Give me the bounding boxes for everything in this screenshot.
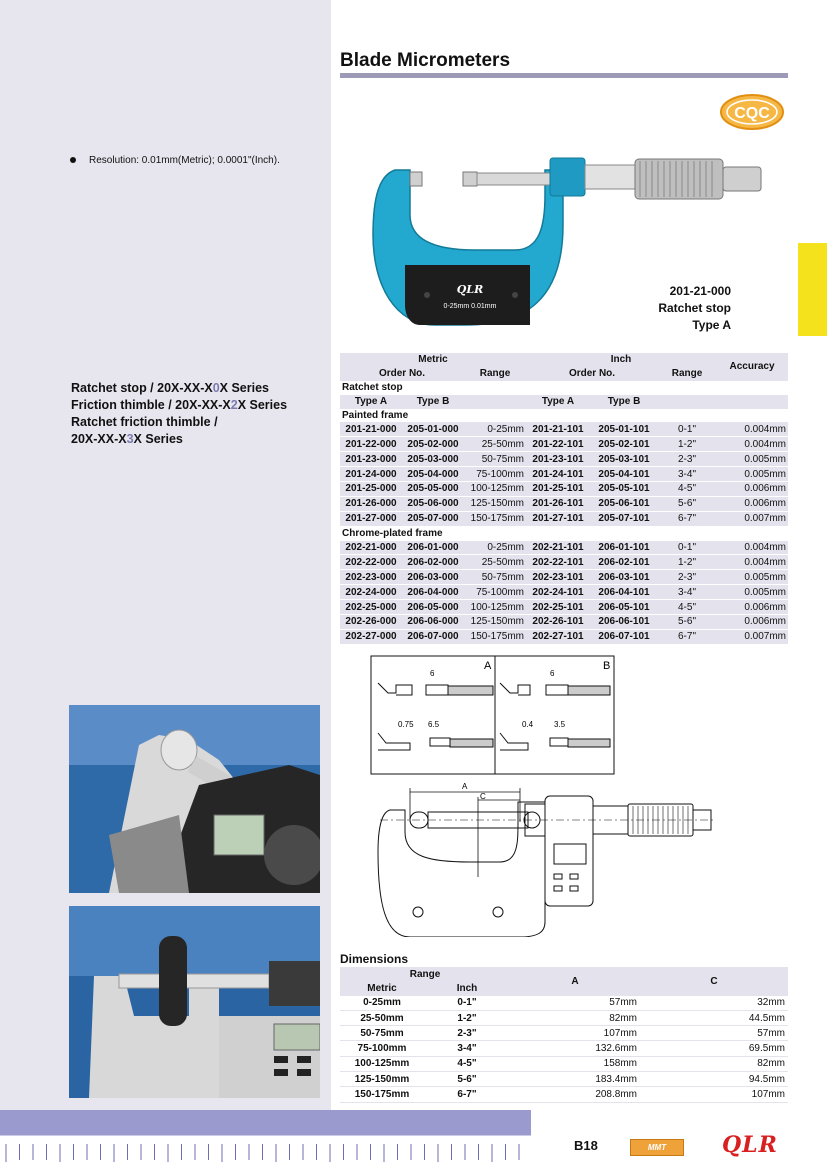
cell-a: 202-23-000 [340,570,402,585]
table-row [340,585,788,600]
product-caption [658,283,731,334]
dims-row [340,1087,788,1102]
mmt-badge: MMT [630,1139,684,1156]
cell-range: 100-125mm [464,600,526,615]
dims-row [340,1010,788,1025]
dims-cell-inch: 3-4" [424,1041,510,1056]
header-inch-order-no: Order No. [526,367,658,381]
series-ratchet-friction: Ratchet friction thimble / [71,415,218,429]
section-ratchet-stop: Ratchet stop [342,382,403,394]
dim-label-c: C [480,792,486,801]
a-top-dim: 6 [430,669,435,678]
header-inch-type-a: Type A [526,395,590,409]
dims-cell-c: 44.5mm [640,1010,788,1025]
cell-a: 202-22-000 [340,555,402,570]
table-row [340,555,788,570]
cell-a: 201-26-000 [340,496,402,511]
resolution-text: Resolution: 0.01mm(Metric); 0.0001"(Inch). [89,155,280,166]
cell-acc: 0.006mm [716,600,788,615]
cell-b: 205-06-000 [402,496,464,511]
cell-ia: 201-21-101 [526,422,590,436]
cell-a: 201-25-000 [340,482,402,497]
b-right-dim: 3.5 [554,720,566,729]
cell-ib: 205-03-101 [590,452,658,467]
cell-irange: 3-4" [658,585,716,600]
table-row [340,437,788,452]
b-top-dim: 6 [550,669,555,678]
cell-a: 202-27-000 [340,629,402,644]
header-type-a: Type A [340,395,402,409]
dims-cell-c: 94.5mm [640,1072,788,1087]
cell-a: 201-27-000 [340,511,402,526]
caption-ratchet: Ratchet stop [658,301,731,315]
cell-range: 150-175mm [464,511,526,526]
b-left-dim: 0.4 [522,720,534,729]
cell-b: 205-05-000 [402,482,464,497]
cell-ia: 201-26-101 [526,496,590,511]
cell-b: 205-03-000 [402,452,464,467]
cell-acc: 0.004mm [716,541,788,555]
title-underline [340,73,788,78]
header-metric: Metric [340,353,526,367]
cell-a: 201-23-000 [340,452,402,467]
cqc-logo [719,93,785,131]
footer-ruler [0,1110,531,1169]
order-table [340,353,788,645]
cell-irange: 3-4" [658,467,716,482]
cell-range: 50-75mm [464,452,526,467]
table-row [340,511,788,526]
cell-ia: 201-23-101 [526,452,590,467]
dimensions-table [340,967,788,1103]
nameplate-spec: 0-25mm 0.01mm [443,303,497,310]
cell-b: 205-01-000 [402,422,464,436]
cell-irange: 2-3" [658,452,716,467]
dims-cell-inch: 2-3" [424,1026,510,1041]
cell-range: 100-125mm [464,482,526,497]
dims-cell-c: 69.5mm [640,1041,788,1056]
cell-range: 25-50mm [464,437,526,452]
cell-ib: 205-07-101 [590,511,658,526]
diagram-label-a: A [484,660,492,672]
section-chrome-frame: Chrome-plated frame [342,528,443,540]
cell-ib: 206-05-101 [590,600,658,615]
dims-cell-a: 57mm [510,996,640,1011]
dims-header-inch: Inch [424,981,510,995]
cell-ia: 201-25-101 [526,482,590,497]
cell-b: 206-03-000 [402,570,464,585]
series-friction: Friction thimble / 20X-XX-X2X Series [71,398,288,412]
cell-ib: 206-07-101 [590,629,658,644]
cell-a: 202-24-000 [340,585,402,600]
cell-a: 201-22-000 [340,437,402,452]
cell-ia: 201-27-101 [526,511,590,526]
cell-ib: 205-02-101 [590,437,658,452]
table-row [340,452,788,467]
page-title: Blade Micrometers [340,50,511,71]
dims-cell-c: 32mm [640,996,788,1011]
dims-cell-a: 183.4mm [510,1072,640,1087]
cell-irange: 6-7" [658,511,716,526]
caption-type: Type A [692,318,731,332]
application-photo-2 [69,906,320,1098]
cell-b: 206-06-000 [402,615,464,630]
qlr-logo: QLR [722,1132,778,1158]
cell-acc: 0.004mm [716,555,788,570]
dims-cell-metric: 25-50mm [340,1010,424,1025]
dims-header-c: C [640,967,788,996]
dims-row [340,1026,788,1041]
nameplate-brand: QLR [456,283,484,296]
dims-cell-c: 107mm [640,1087,788,1102]
dims-row [340,1041,788,1056]
cell-acc: 0.006mm [716,482,788,497]
header-inch-type-b: Type B [590,395,658,409]
cell-acc: 0.005mm [716,452,788,467]
a-left-dim: 0.75 [398,720,414,729]
cell-b: 206-04-000 [402,585,464,600]
cell-irange: 5-6" [658,496,716,511]
series-ratchet: Ratchet stop / 20X-XX-X0X Series [71,381,269,395]
cell-ib: 205-05-101 [590,482,658,497]
table-row [340,615,788,630]
cell-ia: 202-27-101 [526,629,590,644]
cell-irange: 6-7" [658,629,716,644]
cell-ib: 206-06-101 [590,615,658,630]
dims-cell-c: 57mm [640,1026,788,1041]
cell-ia: 202-25-101 [526,600,590,615]
cell-range: 0-25mm [464,422,526,436]
dims-cell-a: 82mm [510,1010,640,1025]
cqc-logo-text: CQC [734,105,770,122]
header-metric-order-no: Order No. [340,367,464,381]
cell-irange: 0-1" [658,541,716,555]
table-row [340,600,788,615]
cell-ib: 205-01-101 [590,422,658,436]
cell-irange: 1-2" [658,437,716,452]
cell-ib: 206-03-101 [590,570,658,585]
cell-ia: 201-24-101 [526,467,590,482]
table-row [340,422,788,436]
dims-cell-inch: 1-2" [424,1010,510,1025]
cell-acc: 0.006mm [716,615,788,630]
dims-cell-metric: 0-25mm [340,996,424,1011]
dims-cell-inch: 6-7" [424,1087,510,1102]
dims-cell-a: 208.8mm [510,1087,640,1102]
dims-row [340,1056,788,1071]
table-row [340,467,788,482]
table-row [340,629,788,644]
cell-ia: 202-21-101 [526,541,590,555]
cell-b: 206-05-000 [402,600,464,615]
dims-header-metric: Metric [340,981,424,995]
dims-cell-metric: 100-125mm [340,1056,424,1071]
blade-detail-diagram [370,655,615,775]
cell-b: 205-04-000 [402,467,464,482]
cell-range: 150-175mm [464,629,526,644]
cell-range: 25-50mm [464,555,526,570]
cell-b: 205-07-000 [402,511,464,526]
dims-cell-inch: 4-5" [424,1056,510,1071]
cell-ia: 202-26-101 [526,615,590,630]
cell-acc: 0.004mm [716,437,788,452]
series-list [71,380,287,448]
application-photo-1 [69,705,320,893]
cell-ib: 205-04-101 [590,467,658,482]
dims-cell-a: 107mm [510,1026,640,1041]
dim-label-a: A [462,782,468,791]
dims-cell-c: 82mm [640,1056,788,1071]
cell-ib: 205-06-101 [590,496,658,511]
cell-irange: 1-2" [658,555,716,570]
dims-cell-a: 132.6mm [510,1041,640,1056]
micrometer-outline-diagram [370,782,720,937]
cell-acc: 0.005mm [716,467,788,482]
a-right-dim: 6.5 [428,720,440,729]
cell-ia: 201-22-101 [526,437,590,452]
cell-acc: 0.005mm [716,570,788,585]
cell-acc: 0.007mm [716,511,788,526]
cell-range: 75-100mm [464,467,526,482]
model-number: 201-21-000 [669,284,731,298]
cell-ia: 202-23-101 [526,570,590,585]
dims-cell-metric: 150-175mm [340,1087,424,1102]
dims-row [340,996,788,1011]
cell-irange: 2-3" [658,570,716,585]
cell-irange: 5-6" [658,615,716,630]
dims-cell-metric: 50-75mm [340,1026,424,1041]
cell-irange: 4-5" [658,482,716,497]
cell-irange: 0-1" [658,422,716,436]
cell-a: 201-21-000 [340,422,402,436]
cell-acc: 0.007mm [716,629,788,644]
cell-b: 206-01-000 [402,541,464,555]
dims-header-range: Range [340,967,510,981]
cell-ib: 206-02-101 [590,555,658,570]
cell-a: 202-21-000 [340,541,402,555]
cell-b: 206-07-000 [402,629,464,644]
page-number: B18 [574,1138,598,1153]
dims-cell-a: 158mm [510,1056,640,1071]
table-row [340,541,788,555]
table-row [340,570,788,585]
cell-irange: 4-5" [658,600,716,615]
cell-ia: 202-22-101 [526,555,590,570]
section-tab [798,243,827,336]
resolution-bullet [70,155,280,166]
table-row [340,482,788,497]
header-type-b: Type B [402,395,464,409]
header-metric-range: Range [464,367,526,381]
diagram-label-b: B [603,660,611,672]
bullet-icon [70,157,76,163]
header-inch: Inch [526,353,716,367]
cell-acc: 0.004mm [716,422,788,436]
cell-ia: 202-24-101 [526,585,590,600]
cell-range: 125-150mm [464,496,526,511]
cell-ib: 206-04-101 [590,585,658,600]
dimensions-title: Dimensions [340,952,409,966]
dims-row [340,1072,788,1087]
series-ratchet-friction-code: 20X-XX-X3X Series [71,432,183,446]
cell-range: 50-75mm [464,570,526,585]
cell-b: 205-02-000 [402,437,464,452]
cell-b: 206-02-000 [402,555,464,570]
table-row [340,496,788,511]
dims-header-a: A [510,967,640,996]
cell-range: 0-25mm [464,541,526,555]
header-accuracy: Accuracy [716,353,788,381]
dims-cell-metric: 75-100mm [340,1041,424,1056]
cell-a: 202-26-000 [340,615,402,630]
cell-a: 202-25-000 [340,600,402,615]
cell-a: 201-24-000 [340,467,402,482]
dims-cell-inch: 5-6" [424,1072,510,1087]
header-inch-range: Range [658,367,716,381]
dims-cell-inch: 0-1" [424,996,510,1011]
cell-acc: 0.005mm [716,585,788,600]
dims-cell-metric: 125-150mm [340,1072,424,1087]
cell-acc: 0.006mm [716,496,788,511]
section-painted-frame: Painted frame [342,410,409,421]
cell-ib: 206-01-101 [590,541,658,555]
cell-range: 75-100mm [464,585,526,600]
cell-range: 125-150mm [464,615,526,630]
